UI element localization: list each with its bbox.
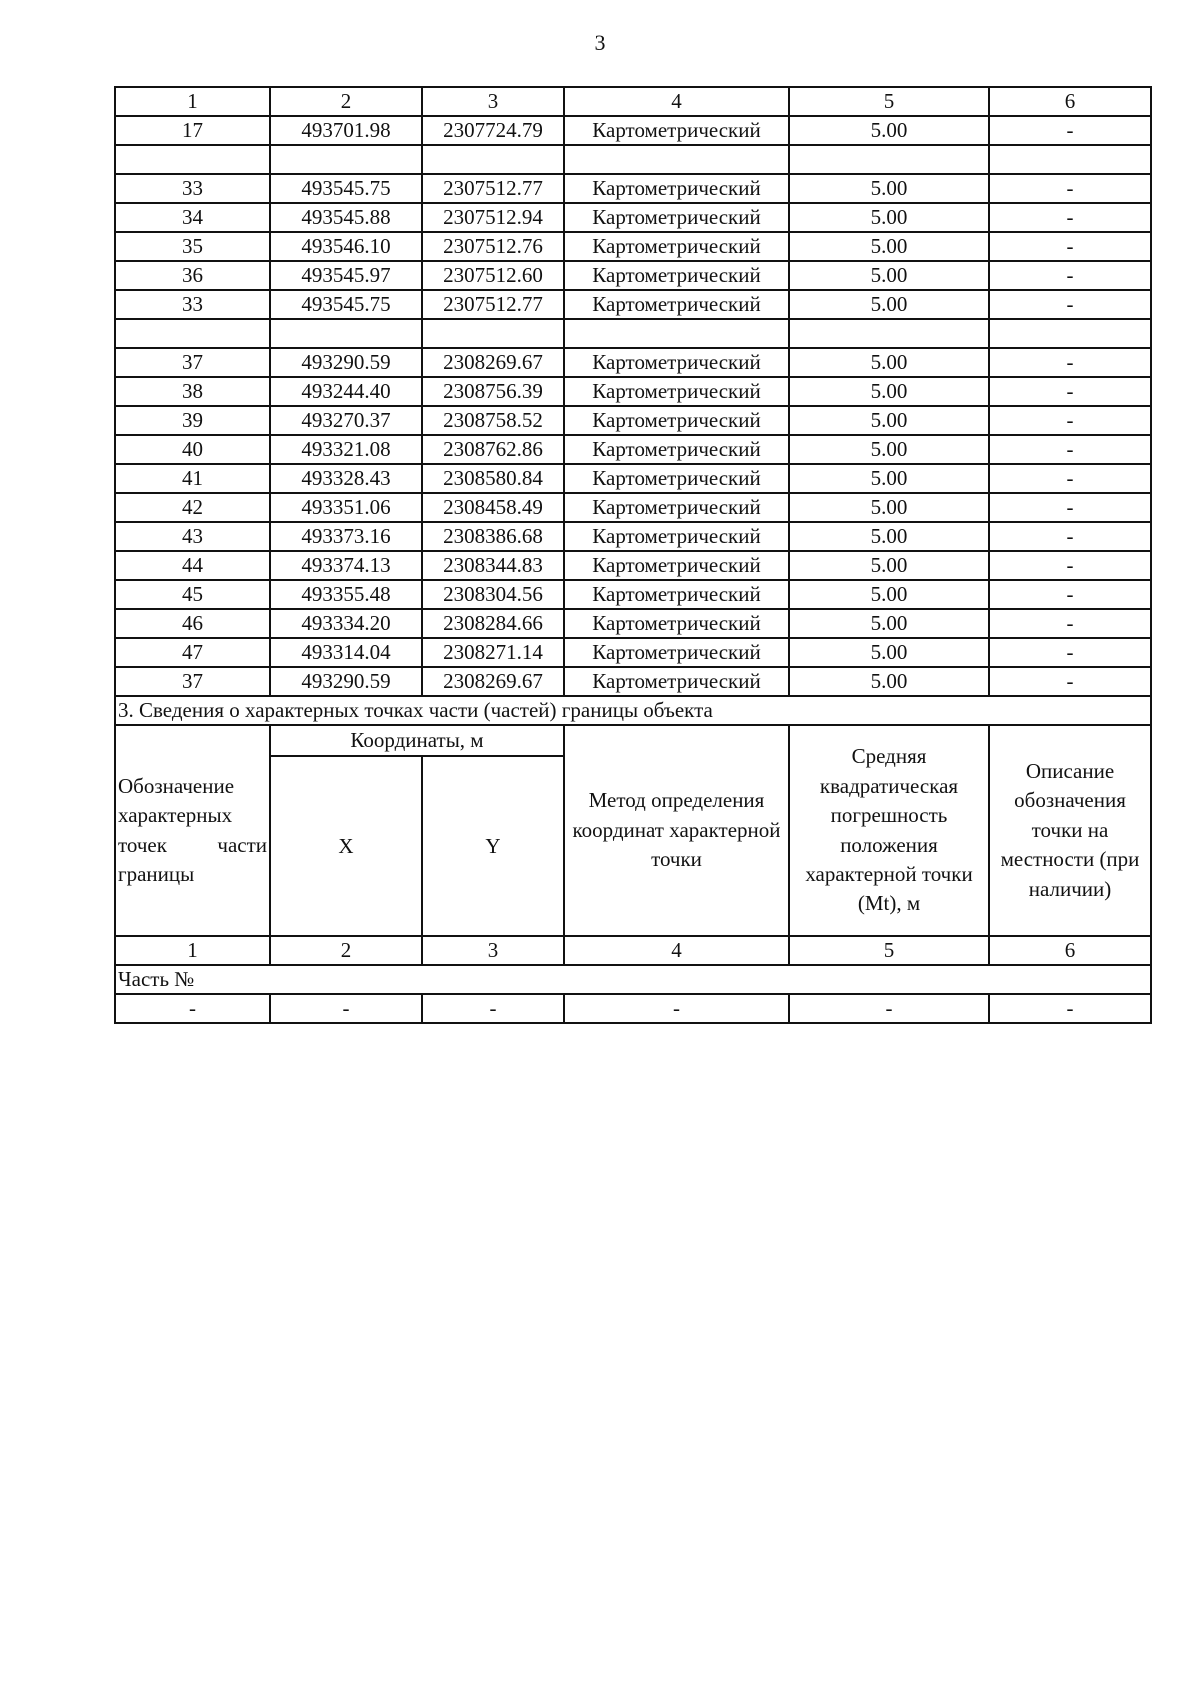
method-cell: Картометрический xyxy=(564,638,789,667)
table-row xyxy=(115,406,1151,435)
header-method: Метод определения координат характерной точки xyxy=(564,725,789,936)
x-coordinate-cell: 493270.37 xyxy=(270,406,422,435)
point-number-cell: 44 xyxy=(115,551,270,580)
table-row xyxy=(115,348,1151,377)
y-coordinate-cell: 2308758.52 xyxy=(422,406,564,435)
point-number-cell: 40 xyxy=(115,435,270,464)
mt-cell: 5.00 xyxy=(789,435,989,464)
y-coordinate-cell: 2308762.86 xyxy=(422,435,564,464)
x-coordinate-cell: 493545.75 xyxy=(270,174,422,203)
y-coordinate-cell: 2308580.84 xyxy=(422,464,564,493)
description-cell: - xyxy=(989,377,1151,406)
x-coordinate-cell: 493355.48 xyxy=(270,580,422,609)
x-coordinate-cell: 493545.75 xyxy=(270,290,422,319)
empty-cell: - xyxy=(564,994,789,1023)
table-row xyxy=(115,174,1151,203)
method-cell: Картометрический xyxy=(564,667,789,696)
coordinates-table xyxy=(114,86,1152,1024)
table-row xyxy=(115,435,1151,464)
method-cell: Картометрический xyxy=(564,174,789,203)
x-coordinate-cell: 493321.08 xyxy=(270,435,422,464)
y-coordinate-cell: 2308269.67 xyxy=(422,667,564,696)
column-number: 3 xyxy=(422,87,564,116)
empty-cell: - xyxy=(989,994,1151,1023)
header-description: Описание обозначения точки на местности (при наличии) xyxy=(989,725,1151,936)
method-cell xyxy=(564,319,789,348)
description-cell: - xyxy=(989,435,1151,464)
x-coordinate-cell: 493374.13 xyxy=(270,551,422,580)
point-number-cell: 46 xyxy=(115,609,270,638)
table-row xyxy=(115,609,1151,638)
x-coordinate-cell: 493314.04 xyxy=(270,638,422,667)
point-number-cell: 38 xyxy=(115,377,270,406)
description-cell: - xyxy=(989,522,1151,551)
description-cell: - xyxy=(989,348,1151,377)
point-number-cell: 33 xyxy=(115,290,270,319)
method-cell: Картометрический xyxy=(564,406,789,435)
x-coordinate-cell: 493351.06 xyxy=(270,493,422,522)
column-number: 1 xyxy=(115,87,270,116)
mt-cell: 5.00 xyxy=(789,406,989,435)
column-number: 4 xyxy=(564,936,789,965)
column-number: 1 xyxy=(115,936,270,965)
column-number-row xyxy=(115,87,1151,116)
column-number: 5 xyxy=(789,936,989,965)
x-coordinate-cell: 493290.59 xyxy=(270,667,422,696)
header-point-designation: Обозначение характерных точек части границы xyxy=(115,725,270,936)
y-coordinate-cell: 2308458.49 xyxy=(422,493,564,522)
point-number-cell xyxy=(115,319,270,348)
x-coordinate-cell: 493545.97 xyxy=(270,261,422,290)
description-cell: - xyxy=(989,638,1151,667)
method-cell: Картометрический xyxy=(564,290,789,319)
y-coordinate-cell: 2308386.68 xyxy=(422,522,564,551)
point-number-cell: 35 xyxy=(115,232,270,261)
page-number: 3 xyxy=(594,30,606,55)
part-label-row xyxy=(115,965,1151,994)
table-row xyxy=(115,232,1151,261)
method-cell: Картометрический xyxy=(564,203,789,232)
table-row xyxy=(115,145,1151,174)
method-cell: Картометрический xyxy=(564,377,789,406)
y-coordinate-cell: 2308271.14 xyxy=(422,638,564,667)
description-cell: - xyxy=(989,174,1151,203)
point-number-cell: 47 xyxy=(115,638,270,667)
table-row xyxy=(115,638,1151,667)
point-number-cell: 39 xyxy=(115,406,270,435)
section3-title-row xyxy=(115,696,1151,725)
description-cell xyxy=(989,145,1151,174)
method-cell: Картометрический xyxy=(564,435,789,464)
empty-cell: - xyxy=(789,994,989,1023)
header-mt: Средняя квадратическая погрешность положения характерной точки (Mt), м xyxy=(789,725,989,936)
empty-cell: - xyxy=(422,994,564,1023)
description-cell: - xyxy=(989,290,1151,319)
mt-cell: 5.00 xyxy=(789,261,989,290)
table-row xyxy=(115,522,1151,551)
y-coordinate-cell: 2308344.83 xyxy=(422,551,564,580)
method-cell: Картометрический xyxy=(564,464,789,493)
table-row xyxy=(115,551,1151,580)
x-coordinate-cell: 493334.20 xyxy=(270,609,422,638)
header-y: Y xyxy=(422,756,564,936)
point-number-cell: 37 xyxy=(115,667,270,696)
section3-title: 3. Сведения о характерных точках части (частей) границы объекта xyxy=(115,696,1151,725)
mt-cell: 5.00 xyxy=(789,493,989,522)
table-row xyxy=(115,203,1151,232)
point-number-cell: 17 xyxy=(115,116,270,145)
x-coordinate-cell: 493545.88 xyxy=(270,203,422,232)
mt-cell: 5.00 xyxy=(789,580,989,609)
y-coordinate-cell: 2307512.94 xyxy=(422,203,564,232)
part-label: Часть № xyxy=(115,965,1151,994)
x-coordinate-cell: 493701.98 xyxy=(270,116,422,145)
column-number: 4 xyxy=(564,87,789,116)
table-row xyxy=(115,493,1151,522)
method-cell: Картометрический xyxy=(564,609,789,638)
header-coordinates: Координаты, м xyxy=(270,725,564,756)
point-number-cell: 45 xyxy=(115,580,270,609)
point-number-cell xyxy=(115,145,270,174)
method-cell: Картометрический xyxy=(564,493,789,522)
mt-cell: 5.00 xyxy=(789,377,989,406)
table-row xyxy=(115,377,1151,406)
point-number-cell: 33 xyxy=(115,174,270,203)
method-cell xyxy=(564,145,789,174)
y-coordinate-cell xyxy=(422,145,564,174)
mt-cell: 5.00 xyxy=(789,290,989,319)
y-coordinate-cell: 2308269.67 xyxy=(422,348,564,377)
description-cell: - xyxy=(989,580,1151,609)
mt-cell: 5.00 xyxy=(789,638,989,667)
column-number: 2 xyxy=(270,936,422,965)
point-number-cell: 36 xyxy=(115,261,270,290)
method-cell: Картометрический xyxy=(564,116,789,145)
method-cell: Картометрический xyxy=(564,522,789,551)
description-cell: - xyxy=(989,116,1151,145)
mt-cell: 5.00 xyxy=(789,116,989,145)
description-cell: - xyxy=(989,667,1151,696)
description-cell xyxy=(989,319,1151,348)
description-cell: - xyxy=(989,609,1151,638)
table-row xyxy=(115,464,1151,493)
x-coordinate-cell xyxy=(270,145,422,174)
method-cell: Картометрический xyxy=(564,580,789,609)
empty-cell: - xyxy=(115,994,270,1023)
point-number-cell: 37 xyxy=(115,348,270,377)
mt-cell: 5.00 xyxy=(789,174,989,203)
column-number: 5 xyxy=(789,87,989,116)
mt-cell: 5.00 xyxy=(789,551,989,580)
y-coordinate-cell: 2307512.77 xyxy=(422,174,564,203)
header-x: X xyxy=(270,756,422,936)
column-number: 3 xyxy=(422,936,564,965)
table-row xyxy=(115,290,1151,319)
x-coordinate-cell xyxy=(270,319,422,348)
x-coordinate-cell: 493546.10 xyxy=(270,232,422,261)
table-row xyxy=(115,667,1151,696)
x-coordinate-cell: 493373.16 xyxy=(270,522,422,551)
y-coordinate-cell: 2307724.79 xyxy=(422,116,564,145)
description-cell: - xyxy=(989,203,1151,232)
y-coordinate-cell xyxy=(422,319,564,348)
mt-cell: 5.00 xyxy=(789,232,989,261)
mt-cell xyxy=(789,145,989,174)
table-row xyxy=(115,319,1151,348)
x-coordinate-cell: 493328.43 xyxy=(270,464,422,493)
y-coordinate-cell: 2308304.56 xyxy=(422,580,564,609)
x-coordinate-cell: 493290.59 xyxy=(270,348,422,377)
method-cell: Картометрический xyxy=(564,348,789,377)
description-cell: - xyxy=(989,493,1151,522)
column-number: 6 xyxy=(989,936,1151,965)
point-number-cell: 34 xyxy=(115,203,270,232)
mt-cell: 5.00 xyxy=(789,464,989,493)
table-row xyxy=(115,580,1151,609)
mt-cell: 5.00 xyxy=(789,522,989,551)
section3-column-number-row xyxy=(115,936,1151,965)
y-coordinate-cell: 2308284.66 xyxy=(422,609,564,638)
mt-cell: 5.00 xyxy=(789,609,989,638)
method-cell: Картометрический xyxy=(564,232,789,261)
column-number: 6 xyxy=(989,87,1151,116)
method-cell: Картометрический xyxy=(564,551,789,580)
y-coordinate-cell: 2307512.77 xyxy=(422,290,564,319)
table-row xyxy=(115,116,1151,145)
column-number: 2 xyxy=(270,87,422,116)
table-row xyxy=(115,261,1151,290)
point-number-cell: 42 xyxy=(115,493,270,522)
point-number-cell: 43 xyxy=(115,522,270,551)
point-number-cell: 41 xyxy=(115,464,270,493)
empty-cell: - xyxy=(270,994,422,1023)
description-cell: - xyxy=(989,406,1151,435)
mt-cell xyxy=(789,319,989,348)
y-coordinate-cell: 2308756.39 xyxy=(422,377,564,406)
section3-header-row xyxy=(115,725,1151,756)
mt-cell: 5.00 xyxy=(789,348,989,377)
description-cell: - xyxy=(989,261,1151,290)
description-cell: - xyxy=(989,232,1151,261)
mt-cell: 5.00 xyxy=(789,203,989,232)
description-cell: - xyxy=(989,464,1151,493)
y-coordinate-cell: 2307512.60 xyxy=(422,261,564,290)
mt-cell: 5.00 xyxy=(789,667,989,696)
x-coordinate-cell: 493244.40 xyxy=(270,377,422,406)
description-cell: - xyxy=(989,551,1151,580)
y-coordinate-cell: 2307512.76 xyxy=(422,232,564,261)
method-cell: Картометрический xyxy=(564,261,789,290)
section3-empty-row xyxy=(115,994,1151,1023)
